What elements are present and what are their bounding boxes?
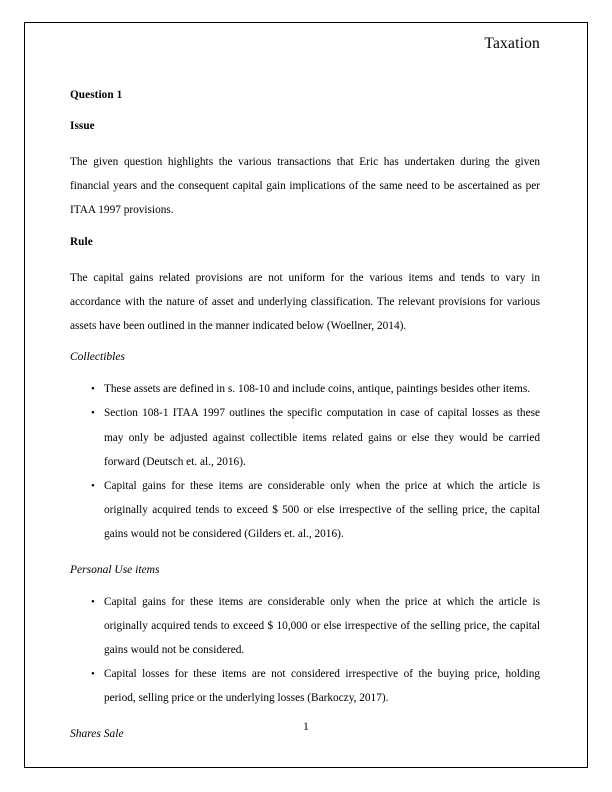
list-item-text: These assets are defined in s. 108-10 and include coins, antique, paintings besides other items. (104, 383, 531, 396)
list-item-text: Capital gains for these items are considerable only when the price at which the article is originally acquired tends to exceed $ 500 or else irrespective of the selling price, the capital gains would not be considered (Gilders et. al., 2016). (104, 480, 540, 541)
heading-question: Question 1 (70, 89, 123, 101)
page-number: 1 (303, 721, 309, 733)
document-content (70, 30, 540, 754)
list-item (70, 662, 540, 710)
bullet-icon: • (91, 595, 95, 608)
list-item (70, 377, 540, 401)
list-item (70, 474, 540, 547)
bullet-icon: • (91, 668, 95, 681)
subheading-shares-sale: Shares Sale (70, 727, 124, 740)
paragraph-issue-body: The given question highlights the various transactions that Eric has undertaken during the given financial years and the consequent capital gain implications of the same need to be ascertained as per ITAA 1997 provisions. (70, 156, 540, 217)
list-item-text: Capital gains for these items are considerable only when the price at which the article is originally acquired tends to exceed $ 10,000 or else irrespective of the selling price, the capital gains would not be considered. (104, 595, 540, 657)
header-spacer (70, 54, 540, 88)
heading-rule: Rule (70, 235, 93, 248)
heading-issue: Issue (70, 120, 95, 132)
collectibles-bullet-list (70, 377, 540, 546)
bullet-icon: • (91, 407, 95, 420)
bullet-icon: • (91, 383, 95, 396)
document-header-title: Taxation (484, 35, 540, 52)
subheading-personal-use-items: Personal Use items (70, 563, 160, 576)
list-item (70, 401, 540, 474)
bullet-icon: • (91, 480, 95, 493)
personal-use-bullet-list (70, 590, 540, 711)
subheading-collectibles: Collectibles (70, 351, 125, 364)
list-item (70, 590, 540, 663)
paragraph-rule-body: The capital gains related provisions are not uniform for the various items and tends to vary in accordance with the nature of asset and underlying classification. The relevant provisions for various assets have been outlined in the manner indicated below (Woellner, 2014). (70, 271, 540, 333)
list-item-text: Capital losses for these items are not considered irrespective of the buying price, holding period, selling price or the underlying losses (Barkoczy, 2017). (104, 668, 540, 705)
list-item-text: Section 108-1 ITAA 1997 outlines the specific computation in case of capital losses as these may only be adjusted against collectible items related gains or else they would be carried forward (Deutsch et. al., 2016). (104, 407, 540, 468)
